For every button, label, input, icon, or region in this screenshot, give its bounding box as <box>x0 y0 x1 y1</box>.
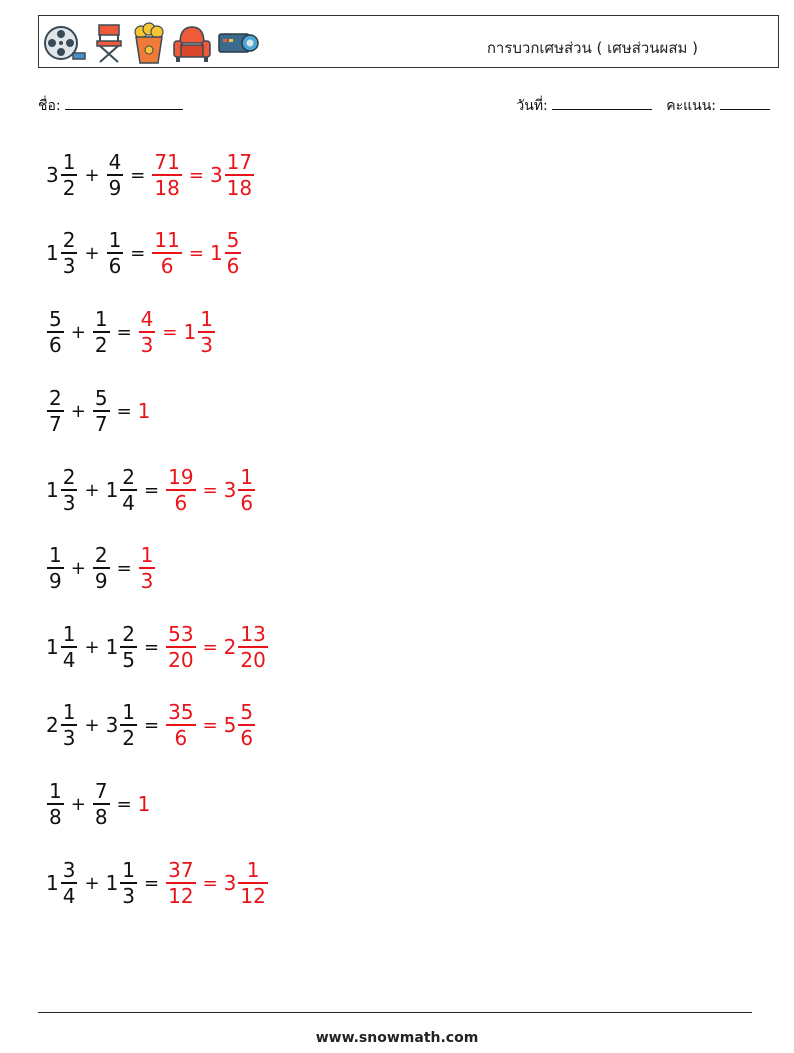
addend-a-numerator: 1 <box>62 150 76 175</box>
answer-improper-fraction <box>166 858 195 908</box>
answer-whole: 1 <box>137 399 151 423</box>
answer-equals-sign: = <box>162 321 178 343</box>
plus-sign: + <box>84 242 100 264</box>
answer-mixed-whole: 2 <box>223 635 237 659</box>
plus-sign: + <box>84 714 100 736</box>
answer-improper-denominator: 6 <box>174 490 188 515</box>
addend-b-whole: 1 <box>105 635 119 659</box>
addend-b-numerator: 7 <box>94 779 108 804</box>
answer-improper-denominator: 3 <box>140 568 154 593</box>
worksheet-header <box>38 15 779 68</box>
addend-a-numerator: 1 <box>49 779 62 804</box>
equals-sign: = <box>116 400 132 422</box>
addend-b-denominator: 7 <box>94 411 108 436</box>
addend-b-fraction <box>107 150 124 200</box>
addend-b-numerator: 2 <box>122 465 136 490</box>
answer-mixed-numerator: 13 <box>240 622 266 647</box>
answer <box>151 150 255 200</box>
answer <box>165 858 269 908</box>
plus-sign: + <box>84 872 100 894</box>
addend-b-denominator: 2 <box>94 332 108 357</box>
answer-improper-fraction <box>166 622 195 672</box>
answer <box>151 228 242 278</box>
addend-b-numerator: 1 <box>108 228 122 253</box>
answer-improper-numerator: 1 <box>140 543 154 568</box>
name-field <box>38 95 183 117</box>
equals-sign: = <box>144 636 160 658</box>
answer-improper-fraction <box>139 543 156 593</box>
addend-a-numerator: 1 <box>62 700 76 725</box>
answer-mixed-numerator: 1 <box>200 307 213 332</box>
answer-improper-numerator: 35 <box>168 700 194 725</box>
addend-a-fraction <box>47 543 64 593</box>
date-label: วันที่: <box>516 98 548 114</box>
addend-a-whole: 1 <box>46 635 59 659</box>
addend-a-whole: 1 <box>46 241 59 265</box>
answer-improper-numerator: 37 <box>168 858 194 883</box>
addend-b-denominator: 5 <box>122 647 136 672</box>
name-label: ชื่อ: <box>38 98 61 114</box>
answer-improper-numerator: 4 <box>140 307 154 332</box>
score-blank[interactable] <box>720 96 770 110</box>
addend-b-numerator: 5 <box>94 386 108 411</box>
answer-mixed-denominator: 6 <box>240 725 254 750</box>
plus-sign: + <box>84 636 100 658</box>
equals-sign: = <box>116 793 132 815</box>
answer-improper-denominator: 6 <box>174 725 188 750</box>
addend-b-fraction <box>107 228 124 278</box>
answer-mixed-fraction <box>238 622 267 672</box>
answer-mixed-denominator: 12 <box>240 883 266 908</box>
armchair-icon <box>171 21 213 65</box>
answer <box>138 399 152 423</box>
addend-a-numerator: 1 <box>49 543 62 568</box>
addend-b-denominator: 9 <box>94 568 108 593</box>
equals-sign: = <box>130 242 146 264</box>
addend-b-fraction <box>93 386 110 436</box>
answer <box>165 700 256 750</box>
answer-improper-numerator: 19 <box>168 465 194 490</box>
problem-row <box>46 140 255 210</box>
addend-b-fraction <box>120 622 137 672</box>
addend-a-denominator: 3 <box>62 490 76 515</box>
addend-a-numerator: 1 <box>62 622 76 647</box>
addend-b-denominator: 2 <box>122 725 136 750</box>
addend-b-numerator: 1 <box>94 307 108 332</box>
answer-mixed-numerator: 1 <box>240 465 254 490</box>
answer-improper-denominator: 18 <box>154 175 180 200</box>
addend-b-denominator: 6 <box>108 253 122 278</box>
addend-b-numerator: 2 <box>94 543 108 568</box>
addend-b-numerator: 1 <box>122 700 136 725</box>
addend-a-fraction <box>61 150 78 200</box>
name-blank[interactable] <box>65 96 183 110</box>
answer-equals-sign: = <box>188 242 204 264</box>
answer-improper-numerator: 11 <box>154 228 180 253</box>
addend-a-numerator: 2 <box>62 465 76 490</box>
answer-mixed-numerator: 17 <box>226 150 253 175</box>
addend-b-fraction <box>120 465 137 515</box>
equals-sign: = <box>144 872 160 894</box>
problem-row <box>46 533 156 603</box>
answer-mixed-whole: 1 <box>183 320 197 344</box>
addend-a-whole: 1 <box>46 478 59 502</box>
addend-b-whole: 1 <box>105 478 119 502</box>
answer-improper-denominator: 12 <box>168 883 194 908</box>
answer-improper-numerator: 71 <box>154 150 180 175</box>
equals-sign: = <box>144 714 160 736</box>
answer-mixed-denominator: 18 <box>226 175 253 200</box>
addend-a-fraction <box>61 465 78 515</box>
answer-mixed-fraction <box>198 307 215 357</box>
addend-a-whole: 3 <box>46 163 59 187</box>
answer-equals-sign: = <box>202 636 218 658</box>
addend-a-fraction <box>47 779 64 829</box>
addend-b-fraction <box>120 858 137 908</box>
plus-sign: + <box>70 793 86 815</box>
answer-mixed-denominator: 20 <box>240 647 266 672</box>
answer-equals-sign: = <box>202 714 218 736</box>
addend-a-fraction <box>61 700 78 750</box>
addend-a-denominator: 6 <box>49 332 62 357</box>
plus-sign: + <box>84 164 100 186</box>
answer-improper-fraction <box>166 700 195 750</box>
answer-mixed-fraction <box>238 858 267 908</box>
plus-sign: + <box>84 479 100 501</box>
answer-mixed-fraction <box>225 150 254 200</box>
addend-a-whole: 1 <box>46 871 59 895</box>
problem-row <box>46 297 216 367</box>
plus-sign: + <box>70 321 86 343</box>
footer-site: www.snowmath.com <box>315 1030 479 1046</box>
footer-divider <box>38 1012 752 1013</box>
answer <box>138 307 216 357</box>
addend-b-fraction <box>93 779 110 829</box>
answer-mixed-whole: 3 <box>223 478 237 502</box>
answer-mixed-whole: 5 <box>223 713 237 737</box>
answer-mixed-fraction <box>238 700 255 750</box>
answer-equals-sign: = <box>202 479 218 501</box>
answer <box>138 792 152 816</box>
addend-a-fraction <box>61 858 78 908</box>
answer-mixed-whole: 3 <box>223 871 237 895</box>
problem-row <box>46 376 151 446</box>
addend-b-fraction <box>93 543 110 593</box>
answer-mixed-denominator: 6 <box>226 253 240 278</box>
answer-mixed-fraction <box>225 228 242 278</box>
addend-b-denominator: 3 <box>122 883 136 908</box>
addend-b-numerator: 4 <box>108 150 122 175</box>
answer-improper-denominator: 3 <box>140 332 154 357</box>
projector-icon <box>217 28 261 58</box>
addend-a-numerator: 2 <box>49 386 62 411</box>
answer-mixed-whole: 1 <box>209 241 223 265</box>
answer-mixed-numerator: 5 <box>226 228 240 253</box>
plus-sign: + <box>70 400 86 422</box>
addend-a-denominator: 2 <box>62 175 76 200</box>
score-label: คะแนน: <box>666 98 716 114</box>
answer <box>165 622 269 672</box>
addend-a-numerator: 5 <box>49 307 62 332</box>
equals-sign: = <box>116 557 132 579</box>
problem-row <box>46 690 256 760</box>
equals-sign: = <box>116 321 132 343</box>
addend-b-whole: 3 <box>105 713 119 737</box>
addend-b-denominator: 4 <box>122 490 136 515</box>
plus-sign: + <box>70 557 86 579</box>
answer-equals-sign: = <box>188 164 204 186</box>
addend-a-denominator: 3 <box>62 725 76 750</box>
answer-improper-fraction <box>152 228 181 278</box>
answer-whole: 1 <box>137 792 151 816</box>
addend-b-numerator: 1 <box>122 858 136 883</box>
equals-sign: = <box>130 164 146 186</box>
answer-equals-sign: = <box>202 872 218 894</box>
problem-row <box>46 848 269 918</box>
addend-a-denominator: 9 <box>49 568 62 593</box>
addend-b-fraction <box>93 307 110 357</box>
addend-a-fraction <box>61 622 78 672</box>
film-reel-icon <box>43 23 87 63</box>
header-icons <box>43 20 261 66</box>
addend-b-denominator: 8 <box>94 804 108 829</box>
answer-improper-numerator: 53 <box>168 622 194 647</box>
addend-a-numerator: 3 <box>62 858 76 883</box>
answer-improper-fraction <box>152 150 181 200</box>
addend-a-fraction <box>61 228 78 278</box>
addend-a-denominator: 7 <box>49 411 62 436</box>
addend-a-whole: 2 <box>46 713 59 737</box>
answer <box>165 465 256 515</box>
popcorn-icon <box>131 21 167 65</box>
answer-improper-fraction <box>166 465 195 515</box>
addend-b-whole: 1 <box>105 871 119 895</box>
addend-a-fraction <box>47 307 64 357</box>
answer-mixed-numerator: 5 <box>240 700 254 725</box>
answer-improper-denominator: 20 <box>168 647 194 672</box>
answer-mixed-whole: 3 <box>209 163 223 187</box>
addend-b-fraction <box>120 700 137 750</box>
answer-mixed-numerator: 1 <box>246 858 260 883</box>
director-chair-icon <box>91 21 127 65</box>
addend-a-fraction <box>47 386 64 436</box>
equals-sign: = <box>144 479 160 501</box>
addend-a-denominator: 4 <box>62 883 76 908</box>
answer <box>138 543 157 593</box>
worksheet-title: การบวกเศษส่วน ( เศษส่วนผสม ) <box>486 39 698 57</box>
addend-b-numerator: 2 <box>122 622 136 647</box>
problem-row <box>46 769 151 839</box>
problem-row <box>46 612 269 682</box>
answer-improper-denominator: 6 <box>160 253 174 278</box>
answer-improper-fraction <box>139 307 156 357</box>
addend-a-denominator: 8 <box>49 804 62 829</box>
addend-b-denominator: 9 <box>108 175 122 200</box>
answer-mixed-denominator: 3 <box>200 332 213 357</box>
problem-row <box>46 218 242 288</box>
addend-a-denominator: 3 <box>62 253 76 278</box>
addend-a-denominator: 4 <box>62 647 76 672</box>
problem-row <box>46 455 256 525</box>
addend-a-numerator: 2 <box>62 228 76 253</box>
answer-mixed-fraction <box>238 465 255 515</box>
date-blank[interactable] <box>552 96 652 110</box>
date-score-fields <box>516 95 770 117</box>
answer-mixed-denominator: 6 <box>240 490 254 515</box>
